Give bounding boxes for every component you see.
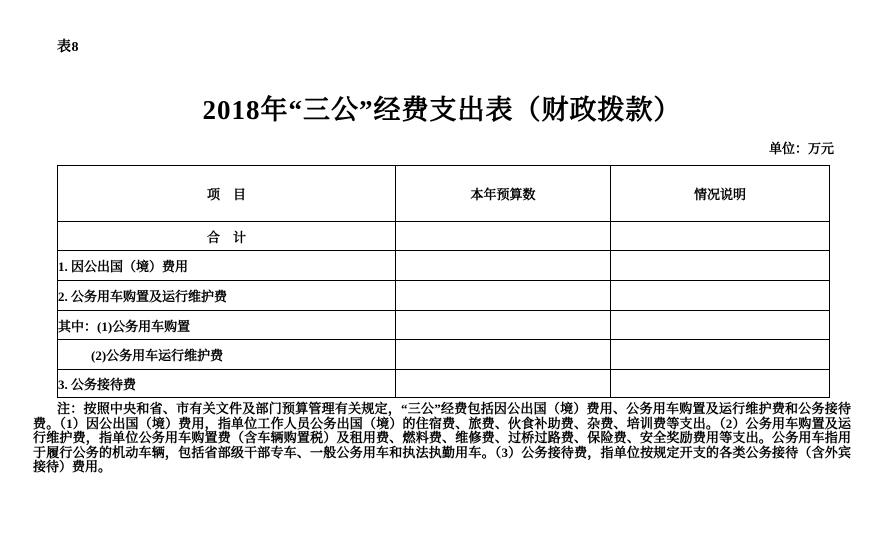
budget-cell (396, 370, 611, 398)
table-header-row (58, 166, 830, 222)
unit-label: 单位：万元 (768, 141, 834, 156)
item-cell: 1. 因公出国（境）费用 (58, 251, 396, 281)
item-cell: 2. 公务用车购置及运行维护费 (58, 281, 396, 311)
column-header-explanation: 情况说明 (611, 166, 830, 222)
table-row-total (58, 222, 830, 251)
column-header-item: 项 目 (58, 166, 396, 222)
item-cell: 合 计 (58, 222, 396, 251)
item-cell: 其中：(1)公务用车购置 (58, 311, 396, 340)
budget-cell (396, 222, 611, 251)
explanation-cell (611, 281, 830, 311)
explanation-cell (611, 340, 830, 370)
table-row-abroad-expense (58, 251, 830, 281)
column-header-budget: 本年预算数 (396, 166, 611, 222)
table-row-vehicle-expense (58, 281, 830, 311)
table-row-vehicle-maintenance (58, 340, 830, 370)
table-row-reception-expense (58, 370, 830, 398)
explanation-cell (611, 251, 830, 281)
budget-cell (396, 281, 611, 311)
page-title: 2018年“三公”经费支出表（财政拨款） (202, 95, 682, 125)
budget-cell (396, 251, 611, 281)
budget-cell (396, 311, 611, 340)
explanation-cell (611, 222, 830, 251)
item-cell: (2)公务用车运行维护费 (58, 340, 396, 370)
expense-table (57, 165, 830, 398)
item-cell: 3. 公务接待费 (58, 370, 396, 398)
explanation-cell (611, 311, 830, 340)
table-row-vehicle-purchase (58, 311, 830, 340)
budget-cell (396, 340, 611, 370)
footnote: 注：按照中央和省、市有关文件及部门预算管理有关规定，“三公”经费包括因公出国（境）费用、公务用车购置及运行维护费和公务接待费。（1）因公出国（境）费用，指单位工作人员公务出国（境）的住宿费、旅费、伙食补助费、杂费、培训费等支出。（2）公务用车购置及运行维护费，指单位公务用车购置费（含车辆购置税）及租用费、燃料费、维修费、过桥过路费、保险费、安全奖励费用等支出。公务用车指用于履行公务的机动车辆，包括省部级干部专车、一般公务用车和执法执勤用车。（3）公务接待费，指单位按规定开支的各类公务接待（含外宾接待）费用。 (33, 401, 851, 474)
table-number-label: 表8 (57, 40, 79, 55)
explanation-cell (611, 370, 830, 398)
